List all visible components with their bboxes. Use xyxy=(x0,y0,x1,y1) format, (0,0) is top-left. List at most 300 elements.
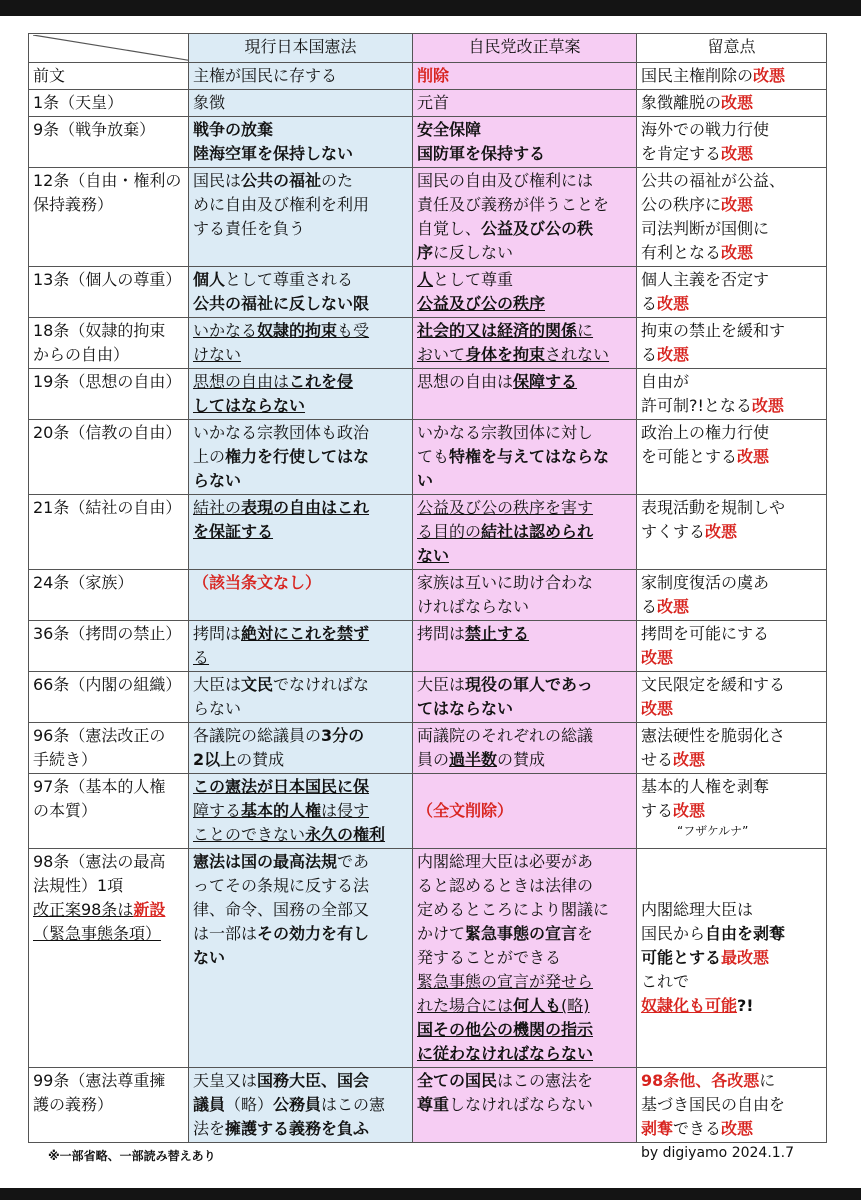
cell-line xyxy=(641,646,822,670)
article-cell xyxy=(29,774,189,849)
cell-text: に xyxy=(577,321,594,340)
cell-line xyxy=(641,595,822,619)
ldp-draft-cell xyxy=(413,90,637,117)
cell-text: 政治上の権力行使 xyxy=(641,423,770,442)
cell-line xyxy=(193,394,408,418)
header-current-constitution: 現行日本国憲法 xyxy=(189,34,413,63)
highlight-text: 改悪 xyxy=(721,195,754,214)
article-line: 13条（個人の尊重） xyxy=(33,270,182,289)
cell-line xyxy=(417,91,632,115)
cell-text: 禁止する xyxy=(465,624,530,643)
cell-line xyxy=(641,520,822,544)
cell-text: 公共の福祉 xyxy=(241,171,322,190)
current-constitution-cell xyxy=(189,63,413,90)
cell-text: る xyxy=(641,597,658,616)
article-cell xyxy=(29,1068,189,1143)
cell-text: すくする xyxy=(641,522,706,541)
cell-line xyxy=(641,622,822,646)
article-cell xyxy=(29,672,189,723)
highlight-text: 剥奪 xyxy=(641,1119,674,1138)
cell-line xyxy=(417,850,632,874)
cell-text: 拷問を可能にする xyxy=(641,624,770,643)
cell-text: として尊重 xyxy=(433,270,514,289)
cell-text: に xyxy=(759,1071,776,1090)
cell-line xyxy=(417,421,632,445)
ldp-draft-cell xyxy=(413,723,637,774)
cell-text: 憲法硬性を脆弱化さ xyxy=(641,726,786,745)
highlight-text: 改悪 xyxy=(705,522,738,541)
cell-text: 象徴離脱の xyxy=(641,93,722,112)
cell-text: 公益及び公の秩 xyxy=(481,219,594,238)
table-row xyxy=(29,90,827,117)
cell-text: 基本的人権 xyxy=(241,801,322,820)
highlight-text: 改悪 xyxy=(753,66,786,85)
cell-text: 障する xyxy=(193,801,242,820)
note-cell xyxy=(637,621,827,672)
current-constitution-cell xyxy=(189,90,413,117)
article-text: 改正案98条は xyxy=(33,900,134,919)
cell-line xyxy=(641,169,822,193)
table-row xyxy=(29,495,827,570)
article-line: 18条（奴隷的拘束 xyxy=(33,321,166,340)
article-cell xyxy=(29,570,189,621)
current-constitution-cell xyxy=(189,723,413,774)
cell-line xyxy=(641,1117,822,1141)
cell-text: する xyxy=(641,801,674,820)
cell-line xyxy=(641,142,822,166)
cell-text: らない xyxy=(193,699,242,718)
cell-text: も受 xyxy=(337,321,370,340)
cell-text: てはならない xyxy=(417,699,514,718)
cell-text: 全ての国民 xyxy=(417,1071,498,1090)
article-line: 保持義務） xyxy=(33,195,114,214)
cell-text: いかなる xyxy=(193,321,258,340)
table-row xyxy=(29,369,827,420)
cell-line xyxy=(641,394,822,418)
ldp-draft-cell xyxy=(413,63,637,90)
cell-text: 現役の軍人であっ xyxy=(465,675,593,694)
current-constitution-cell xyxy=(189,117,413,168)
highlight-text: 改悪 xyxy=(673,801,706,820)
cell-line xyxy=(417,319,632,343)
cell-line xyxy=(417,922,632,946)
article-line: 1条（天皇） xyxy=(33,93,124,112)
cell-line xyxy=(193,520,408,544)
note-cell xyxy=(637,495,827,570)
cell-line xyxy=(417,292,632,316)
table-row xyxy=(29,420,827,495)
top-frame-bar xyxy=(0,0,861,16)
cell-line xyxy=(641,421,822,445)
cell-line xyxy=(193,421,408,445)
cell-text: 定めるところにより閣議に xyxy=(417,900,610,919)
cell-line xyxy=(193,571,408,595)
cell-text: 国防軍を保持する xyxy=(417,144,546,163)
cell-line xyxy=(193,118,408,142)
cell-text: 公益及び公の秩序を害す xyxy=(417,498,594,517)
cell-text: 文民限定を緩和する xyxy=(641,675,786,694)
cell-text: でなければな xyxy=(273,675,370,694)
cell-line xyxy=(417,1042,632,1066)
cell-text: 尊重 xyxy=(417,1095,450,1114)
article-cell xyxy=(29,318,189,369)
cell-text: 過半数 xyxy=(449,750,498,769)
current-constitution-cell xyxy=(189,570,413,621)
article-line xyxy=(33,898,184,922)
article-cell xyxy=(29,621,189,672)
cell-text: 天皇又は xyxy=(193,1071,258,1090)
header-notes: 留意点 xyxy=(637,34,827,63)
cell-text: 家制度復活の虞あ xyxy=(641,573,770,592)
cell-line xyxy=(641,922,822,946)
cell-text: る xyxy=(641,294,658,313)
diagonal-line-icon xyxy=(33,35,189,61)
cell-line xyxy=(193,445,408,469)
cell-line xyxy=(641,193,822,217)
table-row xyxy=(29,774,827,849)
cell-line xyxy=(417,1069,632,1093)
cell-text: 司法判断が国側に xyxy=(641,219,770,238)
article-cell xyxy=(29,267,189,318)
cell-text: その効力を有し xyxy=(257,924,370,943)
highlight-text: 改悪 xyxy=(737,447,770,466)
cell-text: 社会的又は経済的関係 xyxy=(417,321,578,340)
cell-text: らない xyxy=(193,471,242,490)
cell-text: 大臣は xyxy=(193,675,242,694)
table-row xyxy=(29,570,827,621)
cell-text: いかなる宗教団体に対し xyxy=(417,423,594,442)
cell-line xyxy=(193,874,408,898)
cell-text: しなければならない xyxy=(449,1095,594,1114)
cell-line xyxy=(641,724,822,748)
current-constitution-cell xyxy=(189,267,413,318)
article-cell xyxy=(29,495,189,570)
cell-line xyxy=(417,622,632,646)
cell-text: 公共の福祉が公益、 xyxy=(641,171,786,190)
cell-text: いかなる宗教団体も政治 xyxy=(193,423,370,442)
cell-text: 内閣総理大臣は必要があ xyxy=(417,852,594,871)
cell-text: かけて xyxy=(417,924,466,943)
ldp-draft-cell xyxy=(413,672,637,723)
cell-line xyxy=(417,544,632,568)
current-constitution-cell xyxy=(189,420,413,495)
cell-line xyxy=(417,118,632,142)
cell-line xyxy=(641,970,822,994)
cell-line xyxy=(193,850,408,874)
cell-text: 個人主義を否定す xyxy=(641,270,770,289)
article-line: からの自由） xyxy=(33,345,130,364)
cell-line xyxy=(193,673,408,697)
cell-line xyxy=(417,241,632,265)
cell-text: の賛成 xyxy=(236,750,285,769)
highlight-text: 改悪 xyxy=(657,345,690,364)
cell-text: 自由が xyxy=(641,372,690,391)
cell-line xyxy=(193,91,408,115)
cell-line xyxy=(641,343,822,367)
current-constitution-cell xyxy=(189,495,413,570)
cell-text: 身体を拘束 xyxy=(465,345,546,364)
article-cell xyxy=(29,90,189,117)
cell-text: これを侵 xyxy=(289,372,354,391)
cell-line xyxy=(641,91,822,115)
cell-line xyxy=(193,724,408,748)
cell-line xyxy=(193,469,408,493)
cell-line xyxy=(641,673,822,697)
highlight-text: 最改悪 xyxy=(721,948,770,967)
footer-note: ※一部省略、一部読み替えあり xyxy=(48,1149,216,1163)
cell-text: この憲法が日本国民に保 xyxy=(193,777,370,796)
cell-line xyxy=(193,1069,408,1093)
note-cell xyxy=(637,63,827,90)
cell-text: おいて xyxy=(417,345,466,364)
cell-line xyxy=(417,697,632,721)
cell-text: 許可制?!となる xyxy=(641,396,752,415)
highlight-text: 改悪 xyxy=(721,243,754,262)
cell-line xyxy=(641,748,822,772)
cell-text: 公の秩序に xyxy=(641,195,722,214)
cell-text: 戦争の放棄 xyxy=(193,120,274,139)
note-cell xyxy=(637,90,827,117)
cell-text: 公共の福祉に反しない限 xyxy=(193,294,370,313)
cell-text: 特権を与えてはならな xyxy=(449,447,610,466)
cell-line xyxy=(641,946,822,970)
highlight-text: 改悪 xyxy=(657,294,690,313)
cell-text: （略） xyxy=(225,1095,274,1114)
cell-text: 緊急事態の宣言 xyxy=(465,924,578,943)
cell-line xyxy=(193,748,408,772)
cell-line xyxy=(641,1069,822,1093)
note-cell xyxy=(637,774,827,849)
highlight-text: 改悪 xyxy=(641,699,674,718)
corner-cell xyxy=(29,34,189,63)
cell-text: れた場合には xyxy=(417,996,514,1015)
cell-line xyxy=(641,319,822,343)
cell-text: 何人も xyxy=(513,996,562,1015)
cell-line xyxy=(193,217,408,241)
cell-text: 家族は互いに助け合わな xyxy=(417,573,594,592)
cell-line xyxy=(417,874,632,898)
ldp-draft-cell xyxy=(413,369,637,420)
cell-text: 拷問は xyxy=(193,624,242,643)
note-cell xyxy=(637,420,827,495)
note-cell xyxy=(637,672,827,723)
cell-line xyxy=(193,496,408,520)
cell-text: 律、命令、国務の全部又 xyxy=(193,900,370,919)
cell-line xyxy=(417,595,632,619)
cell-line xyxy=(417,799,632,823)
ldp-draft-cell xyxy=(413,774,637,849)
cell-line xyxy=(417,370,632,394)
table-row xyxy=(29,117,827,168)
note-cell xyxy=(637,849,827,1068)
cell-text: 2以上 xyxy=(193,750,237,769)
table-row xyxy=(29,849,827,1068)
article-line: 66条（内閣の組織） xyxy=(33,675,182,694)
cell-text: 国民の自由及び権利には xyxy=(417,171,594,190)
cell-text: 内閣総理大臣は xyxy=(641,900,754,919)
cell-text: 人 xyxy=(417,270,434,289)
cell-line xyxy=(417,520,632,544)
cell-line xyxy=(417,1093,632,1117)
cell-text: 3分の xyxy=(321,726,365,745)
cell-text: 擁護する義務を負ふ xyxy=(225,1119,370,1138)
cell-line xyxy=(641,775,822,799)
article-line: 97条（基本的人権 xyxy=(33,777,166,796)
table-row xyxy=(29,267,827,318)
cell-text: 基本的人権を剥奪 xyxy=(641,777,770,796)
note-cell xyxy=(637,570,827,621)
cell-text: ない xyxy=(193,948,226,967)
current-constitution-cell xyxy=(189,672,413,723)
article-line: （緊急事態条項） xyxy=(33,924,162,943)
cell-text: してはならない xyxy=(193,396,306,415)
article-line: 96条（憲法改正の xyxy=(33,726,166,745)
cell-text: 両議院のそれぞれの総議 xyxy=(417,726,594,745)
cell-text: 緊急事態の宣言が発せら xyxy=(417,972,594,991)
cell-text: 憲法は国の最高法規 xyxy=(193,852,338,871)
cell-text: 陸海空軍を保持しない xyxy=(193,144,354,163)
highlight-text: 改悪 xyxy=(721,93,754,112)
cell-text: 自由を剥奪 xyxy=(705,924,786,943)
cell-text: 元首 xyxy=(417,93,450,112)
cell-text: を肯定する xyxy=(641,144,722,163)
cell-text: 国民は xyxy=(193,171,242,190)
highlight-text: 改悪 xyxy=(641,648,674,667)
cell-line xyxy=(641,268,822,292)
cell-text: 公益及び公の秩序 xyxy=(417,294,546,313)
current-constitution-cell xyxy=(189,774,413,849)
note-cell xyxy=(637,117,827,168)
current-constitution-cell xyxy=(189,621,413,672)
cell-text: の賛成 xyxy=(497,750,546,769)
cell-text: ても xyxy=(417,447,450,466)
cell-line xyxy=(193,622,408,646)
article-cell xyxy=(29,117,189,168)
cell-text: ければならない xyxy=(417,597,530,616)
cell-line xyxy=(641,370,822,394)
cell-text: 絶対にこれを禁ず xyxy=(241,624,370,643)
article-line: 20条（信教の自由） xyxy=(33,423,182,442)
cell-text: 結社は認められ xyxy=(481,522,594,541)
cell-text: 表現活動を規制しや xyxy=(641,498,786,517)
header-ldp-draft: 自民党改正草案 xyxy=(413,34,637,63)
cell-text: 拷問は xyxy=(417,624,466,643)
cell-line xyxy=(417,898,632,922)
cell-text: 責任及び義務が伴うことを xyxy=(417,195,610,214)
header-row xyxy=(29,34,827,63)
article-line: 護の義務） xyxy=(33,1095,114,1114)
cell-text: 有利となる xyxy=(641,243,722,262)
cell-line xyxy=(641,994,822,1018)
cell-text: 思想の自由は xyxy=(193,372,290,391)
cell-line xyxy=(193,64,408,88)
cell-text: 上の xyxy=(193,447,226,466)
cell-text: ことのできない xyxy=(193,825,306,844)
article-cell xyxy=(29,420,189,495)
cell-line xyxy=(641,799,822,823)
cell-line xyxy=(417,142,632,166)
cell-line xyxy=(193,1093,408,1117)
highlight-text: 奴隷化も可能 xyxy=(641,996,738,1015)
cell-line xyxy=(193,799,408,823)
cell-line xyxy=(417,496,632,520)
cell-line xyxy=(417,193,632,217)
cell-line xyxy=(641,64,822,88)
ldp-draft-cell xyxy=(413,570,637,621)
highlight-text: 改悪 xyxy=(657,597,690,616)
cell-text: のた xyxy=(321,171,354,190)
cell-text: 表現の自由はこれ xyxy=(241,498,370,517)
cell-text: ない xyxy=(417,546,450,565)
cell-text: されない xyxy=(545,345,610,364)
article-cell xyxy=(29,63,189,90)
cell-text: 主権が国民に存する xyxy=(193,66,338,85)
cell-line xyxy=(641,118,822,142)
cell-line xyxy=(193,292,408,316)
cell-line xyxy=(193,697,408,721)
cell-text: る目的の xyxy=(417,522,482,541)
cell-text: 象徴 xyxy=(193,93,226,112)
cell-text: する責任を負う xyxy=(193,219,306,238)
cell-text: 国民から xyxy=(641,924,706,943)
highlight-text: （該当条文なし） xyxy=(193,573,322,592)
highlight-text: 改悪 xyxy=(721,144,754,163)
ldp-draft-cell xyxy=(413,168,637,267)
cell-line xyxy=(641,1093,822,1117)
cell-line xyxy=(193,268,408,292)
article-line: 24条（家族） xyxy=(33,573,134,592)
highlight-text: 98条他、各改悪 xyxy=(641,1071,760,1090)
cell-text: ってその条規に反する法 xyxy=(193,876,370,895)
note-cell xyxy=(637,168,827,267)
cell-text: けない xyxy=(193,345,242,364)
cell-text: ると認めるときは法律の xyxy=(417,876,594,895)
cell-text: は侵す xyxy=(321,801,370,820)
cell-text: これで xyxy=(641,972,690,991)
cell-line xyxy=(417,469,632,493)
cell-line xyxy=(641,571,822,595)
current-constitution-cell xyxy=(189,1068,413,1143)
ldp-draft-cell xyxy=(413,420,637,495)
note-cell xyxy=(637,1068,827,1143)
cell-text: い xyxy=(417,471,434,490)
cell-line xyxy=(417,217,632,241)
cell-text: であ xyxy=(337,852,370,871)
cell-line xyxy=(641,898,822,922)
table-row xyxy=(29,63,827,90)
cell-text: 各議院の総議員の xyxy=(193,726,322,745)
table-body xyxy=(29,63,827,1143)
cell-text: 公務員 xyxy=(273,1095,322,1114)
cell-text: 法を xyxy=(193,1119,226,1138)
article-cell xyxy=(29,168,189,267)
ldp-draft-cell xyxy=(413,318,637,369)
cell-text: できる xyxy=(673,1119,722,1138)
highlight-text: （全文削除） xyxy=(417,801,514,820)
article-line: 98条（憲法の最高 xyxy=(33,852,166,871)
cell-text: 個人 xyxy=(193,270,226,289)
cell-line xyxy=(417,169,632,193)
cell-line xyxy=(193,319,408,343)
cell-text: に従わなければならない xyxy=(417,1044,594,1063)
cell-line xyxy=(193,343,408,367)
table-row xyxy=(29,318,827,369)
note-cell xyxy=(637,267,827,318)
article-line: 12条（自由・権利の xyxy=(33,171,182,190)
cell-line xyxy=(193,1117,408,1141)
cell-line xyxy=(417,64,632,88)
cell-text: (略) xyxy=(561,996,590,1015)
